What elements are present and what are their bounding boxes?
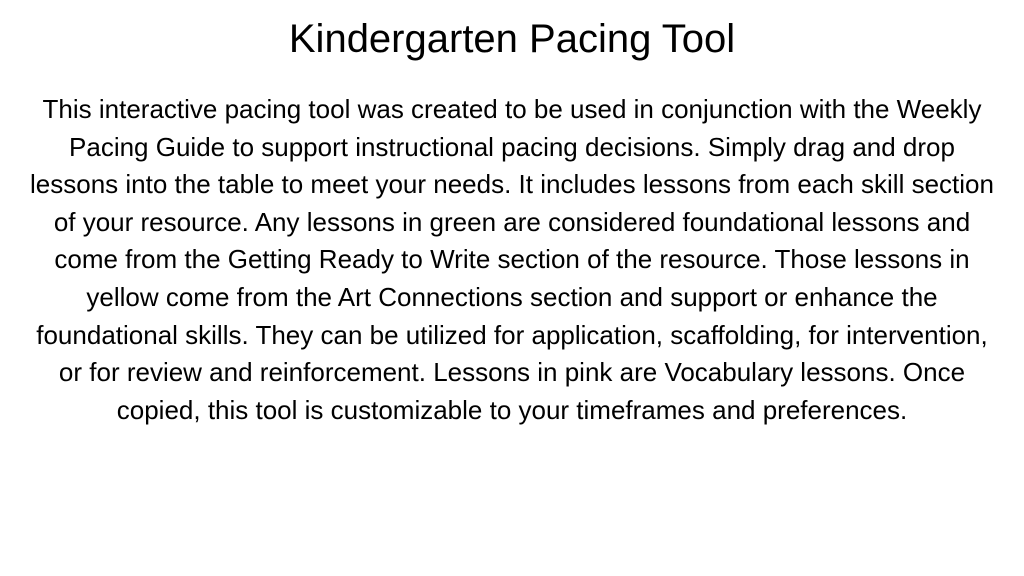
slide-body-text: This interactive pacing tool was created to be used in conjunction with the Weekly Pacing Guide to support instructional pacing decisions. Simply drag and drop lessons into the table to meet your needs. It includes lessons from each skill section of your resource. Any lessons in green are considered foundational lessons and come from the Getting Ready to Write section of the resource. Those lessons in yellow come from the Art Connections section and support or enhance the foundational skills. They can be utilized for application, scaffolding, for intervention, or for review and reinforcement. Lessons in pink are Vocabulary lessons. Once copied, this tool is customizable to your timeframes and preferences. bbox=[30, 94, 994, 425]
slide-title: Kindergarten Pacing Tool bbox=[288, 17, 736, 61]
